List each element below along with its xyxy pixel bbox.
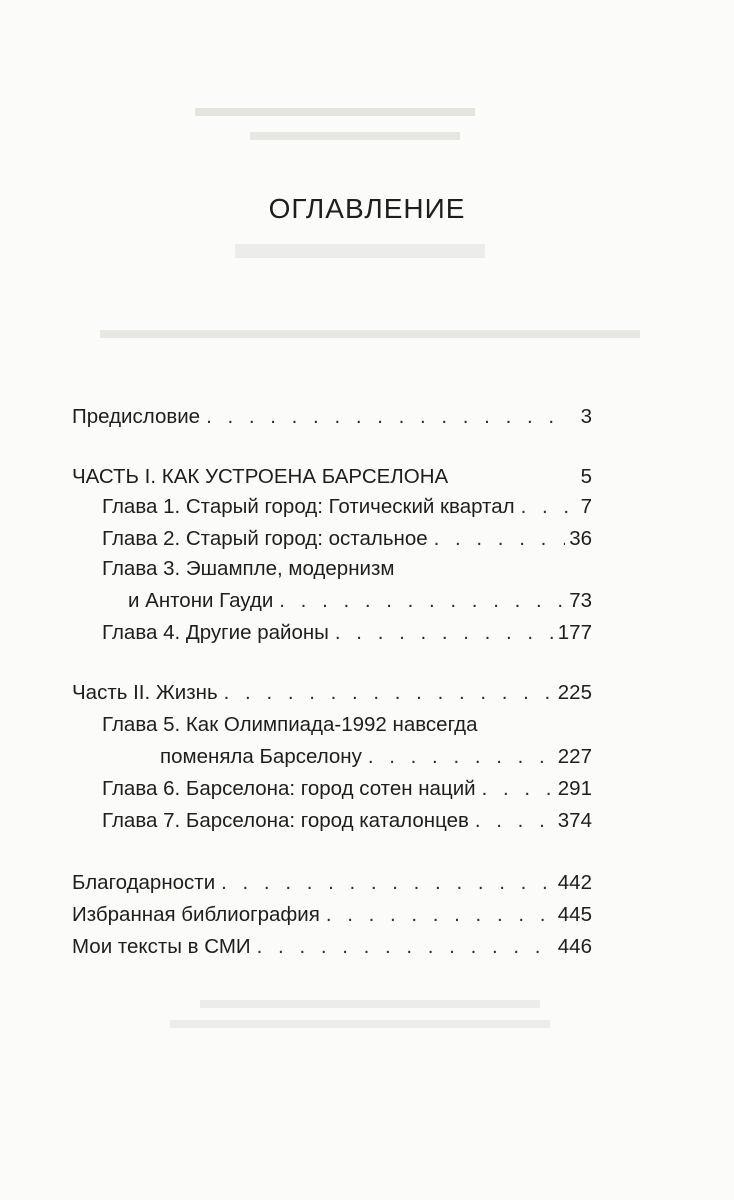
show-through-line: [170, 1020, 550, 1028]
toc-entry-bibliography[interactable]: Избранная библиография . . . 445: [72, 898, 592, 928]
page-title: ОГЛАВЛЕНИЕ: [268, 193, 466, 224]
leader-dots: [326, 902, 554, 928]
show-through-line: [235, 244, 485, 258]
toc-entry-ch6[interactable]: Глава 6. Барселона: город сотен наций . . . 291: [102, 772, 592, 802]
toc-entry-part1[interactable]: ЧАСТЬ I. КАК УСТРОЕНА БАРСЕЛОНА 5: [72, 465, 592, 488]
toc-entry-ch3[interactable]: и Антони Гауди . . . 73: [128, 584, 592, 614]
leader-dots: [482, 776, 554, 802]
toc-entry-ch7[interactable]: Глава 7. Барселона: город каталонцев . . . 374: [102, 804, 592, 834]
leader-dots: [257, 934, 554, 960]
leader-dots: [279, 588, 565, 614]
toc-entry-ch5-line1[interactable]: Глава 5. Как Олимпиада-1992 навсегда: [102, 713, 478, 736]
toc-entry-preface[interactable]: Предисловие . . . 3: [72, 400, 592, 430]
show-through-line: [200, 1000, 540, 1008]
show-through-line: [100, 330, 640, 338]
show-through-line: [250, 132, 460, 140]
toc-entry-ch4[interactable]: Глава 4. Другие районы . . . 177: [102, 616, 592, 646]
toc-entry-thanks[interactable]: Благодарности . . . 442: [72, 866, 592, 896]
leader-dots: [521, 494, 568, 520]
leader-dots: [206, 404, 568, 430]
toc-entry-ch3-line1[interactable]: Глава 3. Эшампле, модернизм: [102, 557, 395, 580]
leader-dots: [221, 870, 554, 896]
leader-dots: [475, 808, 554, 834]
leader-dots: [368, 744, 554, 770]
toc-entry-ch5[interactable]: поменяла Барселону . . . 227: [160, 740, 592, 770]
toc-entry-part2[interactable]: Часть II. Жизнь . . . 225: [72, 676, 592, 706]
show-through-line: [195, 108, 475, 116]
toc-entry-media[interactable]: Мои тексты в СМИ . . . 446: [72, 930, 592, 960]
leader-dots: [335, 620, 554, 646]
toc-entry-ch2[interactable]: Глава 2. Старый город: остальное . . . 36: [102, 522, 592, 552]
toc-entry-ch1[interactable]: Глава 1. Старый город: Готический квартал . . . 7: [102, 490, 592, 520]
leader-dots: [434, 526, 566, 552]
leader-dots: [224, 680, 554, 706]
